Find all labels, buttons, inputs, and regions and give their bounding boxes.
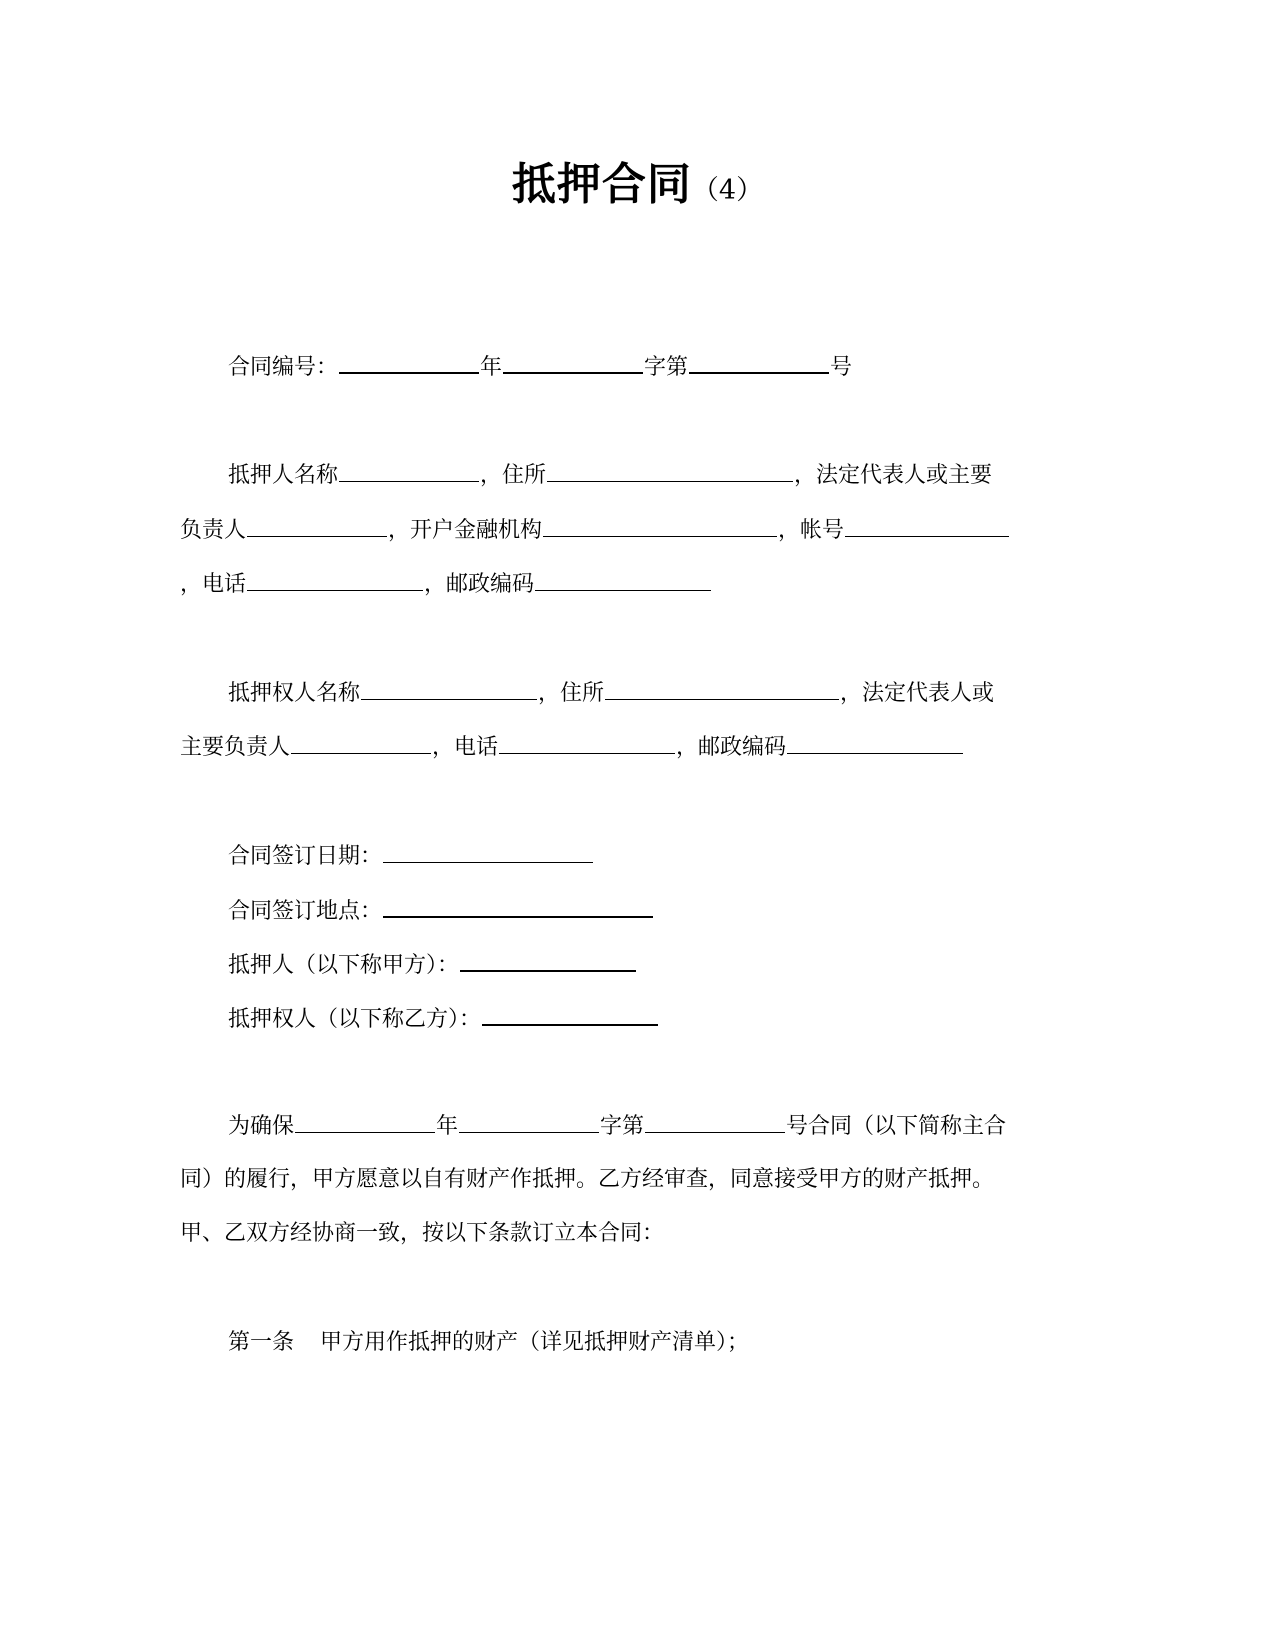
mortgagee-postal-blank[interactable] <box>787 731 963 754</box>
zi-di-label: 字第 <box>644 355 689 380</box>
mortgagor-address-blank[interactable] <box>547 459 793 482</box>
preamble-year-blank[interactable] <box>295 1110 435 1133</box>
title-suffix: （4） <box>691 175 764 206</box>
article-1-text: 甲方用作抵押的财产（详见抵押财产清单）； <box>320 1330 750 1355</box>
preamble-zi-blank[interactable] <box>459 1110 599 1133</box>
signing-place-label: 合同签订地点： <box>228 899 383 924</box>
article-1-number: 第一条 <box>228 1330 295 1355</box>
preamble-text-d: 号合同（以下简称主合 <box>786 1114 1007 1139</box>
mortgagor-bank-label: ，开户金融机构 <box>388 518 543 543</box>
mortgagor-name-label: 抵押人名称 <box>228 463 339 488</box>
party-b-label: 抵押权人（以下称乙方）： <box>228 1007 482 1032</box>
mortgagor-name-blank[interactable] <box>339 459 479 482</box>
mortgagee-rep-blank[interactable] <box>291 731 431 754</box>
mortgagor-line-1 <box>228 459 992 491</box>
mortgagee-line-1 <box>228 677 994 709</box>
mortgagee-line-2 <box>180 731 964 763</box>
preamble-text-c: 字第 <box>600 1114 645 1139</box>
party-a-label: 抵押人（以下称甲方）： <box>228 953 460 978</box>
mortgagee-address-blank[interactable] <box>605 677 839 700</box>
mortgagor-rep-blank[interactable] <box>247 514 387 537</box>
preamble-text-b: 年 <box>436 1114 459 1139</box>
mortgagee-name-label: 抵押权人名称 <box>228 681 361 706</box>
signing-date-blank[interactable] <box>383 840 593 863</box>
preamble-line-2 <box>180 1165 994 1195</box>
document-title <box>0 148 1275 212</box>
mortgagee-name-blank[interactable] <box>361 677 537 700</box>
party-a-line <box>228 948 637 981</box>
mortgagor-line-3 <box>180 568 712 600</box>
mortgagee-phone-blank[interactable] <box>499 731 675 754</box>
mortgagor-postal-blank[interactable] <box>535 568 711 591</box>
mortgagor-address-label: ，住所 <box>480 463 547 488</box>
mortgagor-postal-label: ，邮政编码 <box>424 572 535 597</box>
signing-place-line <box>228 894 654 927</box>
party-b-line <box>228 1002 659 1035</box>
hao-label: 号 <box>830 355 853 380</box>
preamble-text-a: 为确保 <box>228 1114 295 1139</box>
contract-number-line <box>228 350 852 383</box>
mortgagee-phone-label: ，电话 <box>432 735 499 760</box>
mortgagor-rep-label-a: ，法定代表人或主要 <box>794 463 993 488</box>
contract-no-blank[interactable] <box>689 350 829 374</box>
preamble-line-1 <box>228 1110 1006 1142</box>
preamble-line-3 <box>180 1219 664 1249</box>
mortgagor-line-2 <box>180 514 1010 546</box>
party-b-blank[interactable] <box>482 1002 658 1026</box>
party-a-blank[interactable] <box>460 948 636 972</box>
mortgagee-rep-label-a: ，法定代表人或 <box>840 681 995 706</box>
mortgagor-phone-blank[interactable] <box>247 568 423 591</box>
mortgagee-rep-label-b: 主要负责人 <box>180 735 291 760</box>
mortgagor-phone-label: ，电话 <box>180 572 247 597</box>
title-main: 抵押合同 <box>511 159 692 210</box>
mortgagor-account-label: ，帐号 <box>778 518 845 543</box>
mortgagee-postal-label: ，邮政编码 <box>676 735 787 760</box>
contract-number-label: 合同编号： <box>228 355 339 380</box>
contract-zi-blank[interactable] <box>503 350 643 374</box>
preamble-text-line2: 同）的履行，甲方愿意以自有财产作抵押。乙方经审查，同意接受甲方的财产抵押。 <box>180 1167 995 1192</box>
preamble-no-blank[interactable] <box>645 1110 785 1133</box>
mortgagor-bank-blank[interactable] <box>543 514 777 537</box>
mortgagor-rep-label-b: 负责人 <box>180 518 247 543</box>
article-1 <box>228 1328 749 1358</box>
contract-year-blank[interactable] <box>339 350 479 374</box>
year-label: 年 <box>480 355 503 380</box>
preamble-text-line3: 甲、乙双方经协商一致，按以下条款订立本合同： <box>180 1221 665 1246</box>
mortgagor-account-blank[interactable] <box>845 514 1009 537</box>
signing-date-label: 合同签订日期： <box>228 844 383 869</box>
mortgagee-address-label: ，住所 <box>538 681 605 706</box>
signing-date-line <box>228 840 594 872</box>
signing-place-blank[interactable] <box>383 894 653 918</box>
